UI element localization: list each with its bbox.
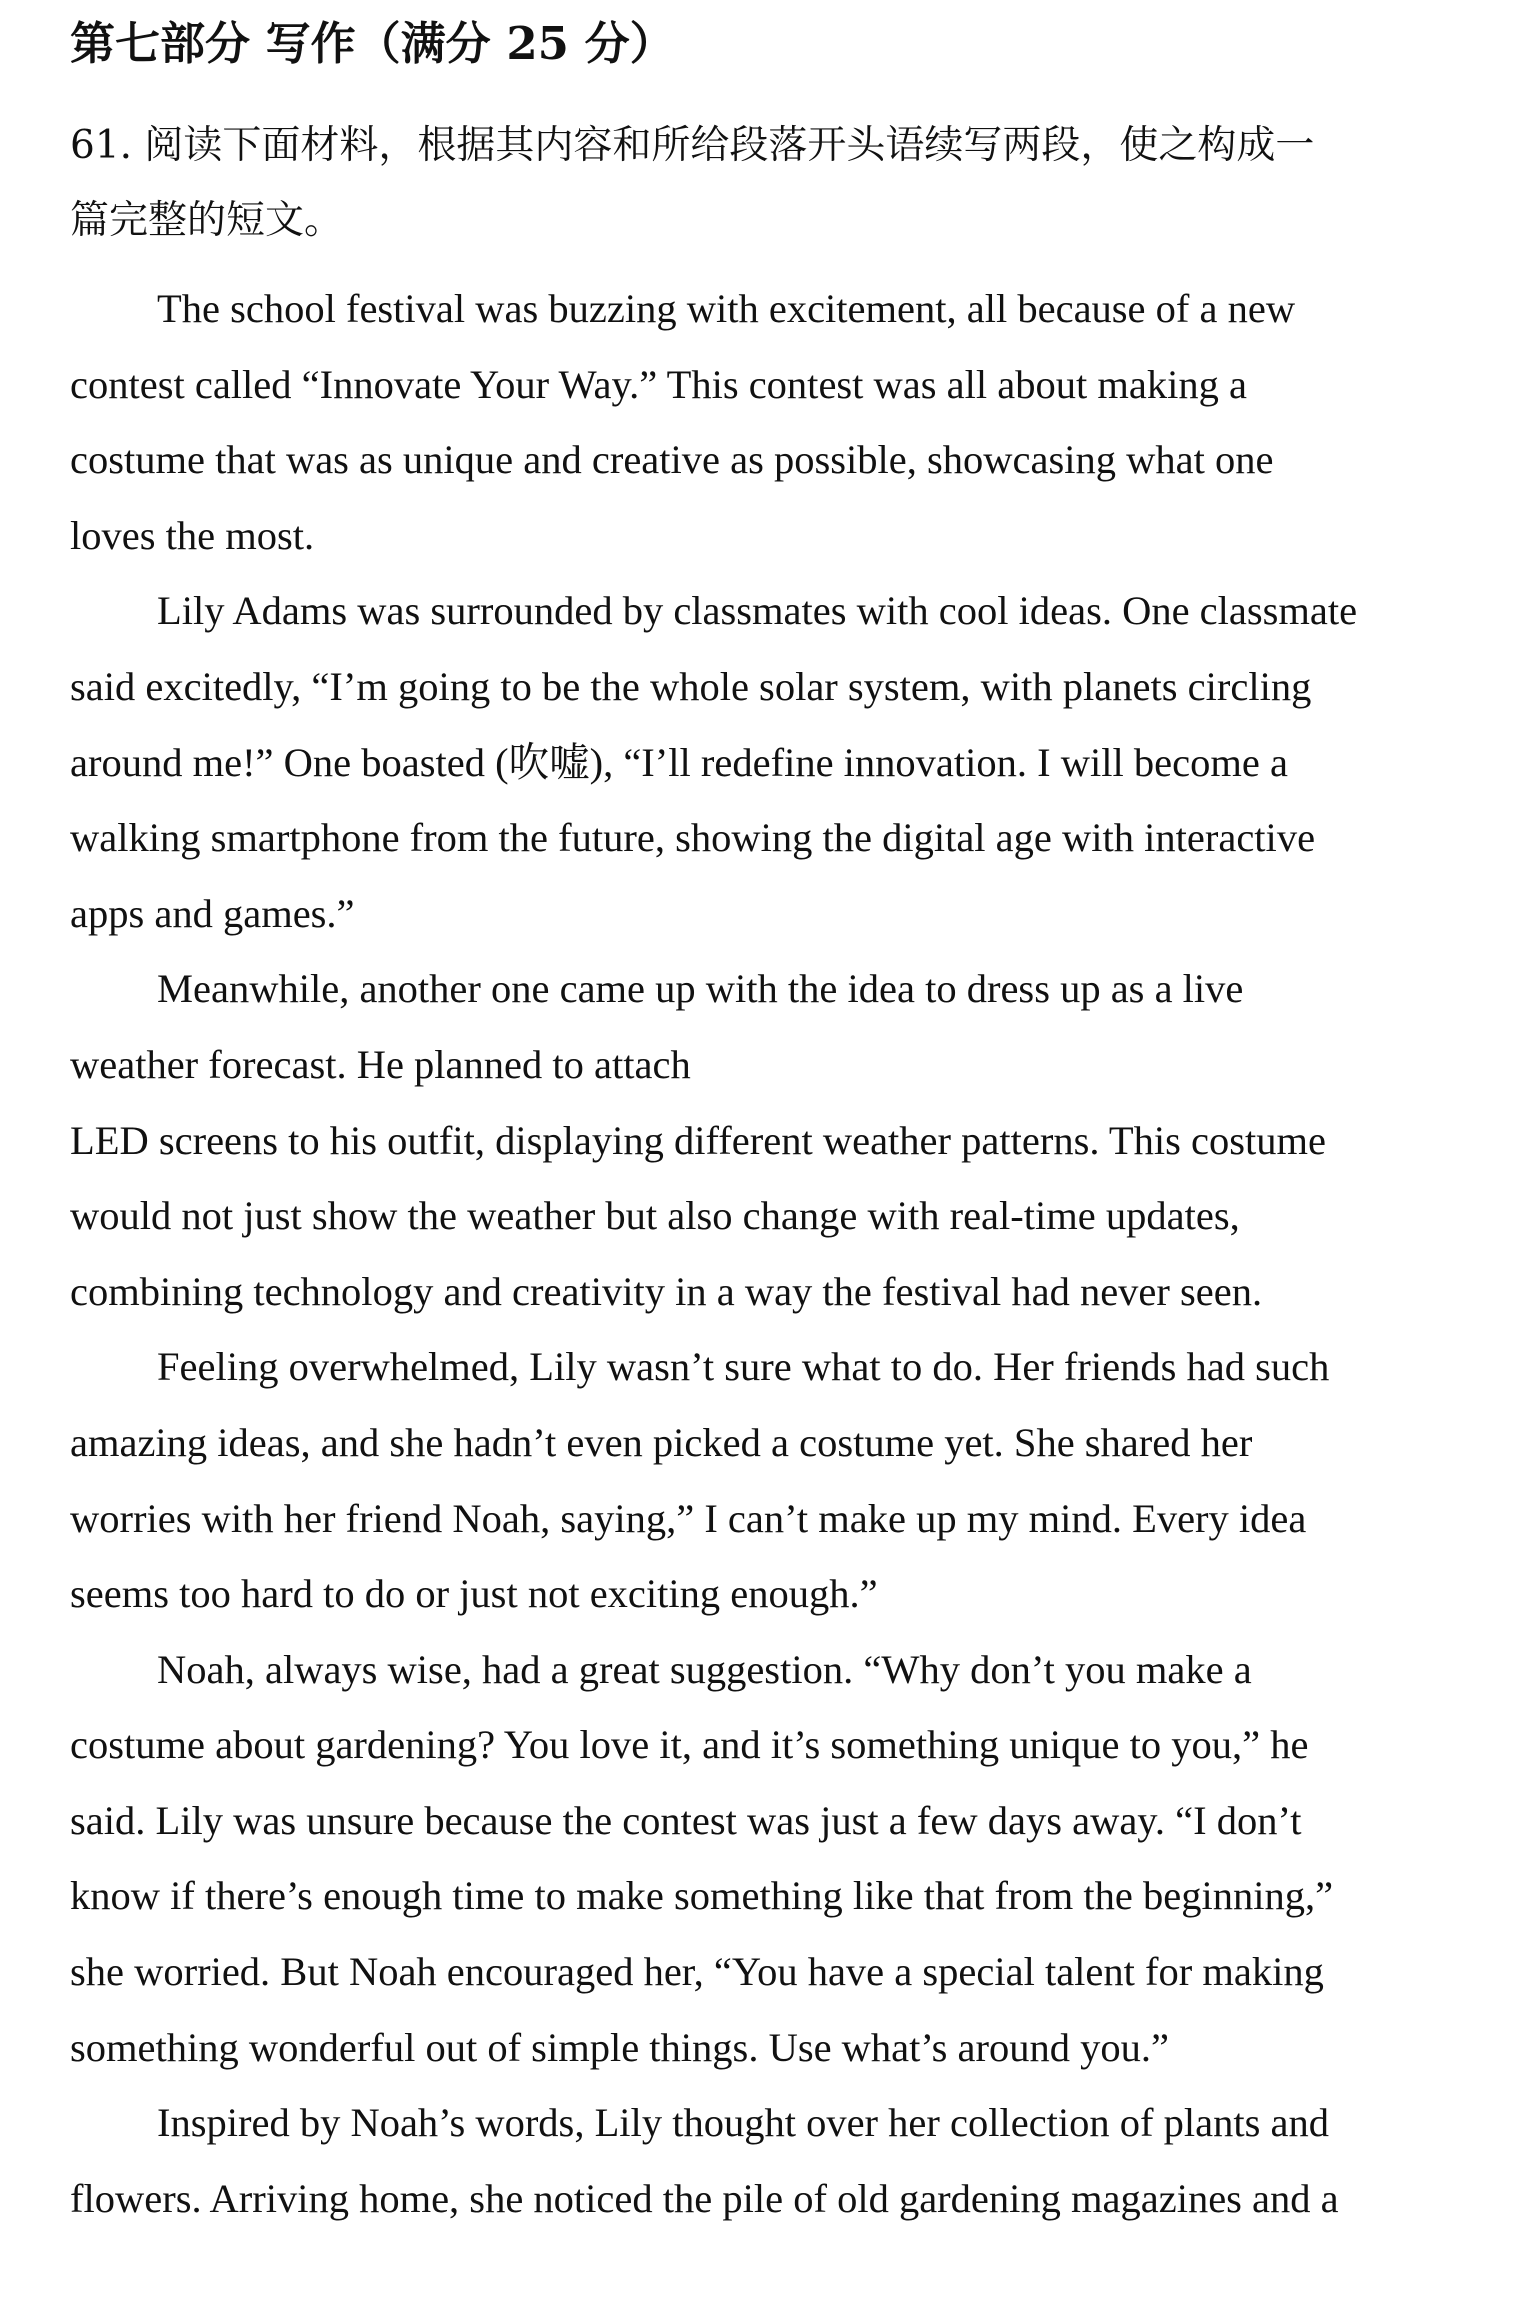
passage-line: costume that was as unique and creative as possible, showcasing what one: [70, 437, 1274, 483]
passage-line: something wonderful out of simple things. Use what’s around you.”: [70, 2024, 1169, 2070]
passage-line: combining technology and creativity in a way the festival had never seen.: [70, 1268, 1263, 1314]
passage-line: LED screens to his outfit, displaying different weather patterns. This costume: [70, 1117, 1326, 1163]
passage-line: she worried. But Noah encouraged her, “You have a special talent for making: [70, 1949, 1324, 1995]
instruction-line: 61. 阅读下面材料，根据其内容和所给段落开头语续写两段，使之构成一: [70, 123, 1315, 168]
story-passage: [70, 271, 1490, 2236]
passage-line: worries with her friend Noah, saying,” I can’t make up my mind. Every idea: [70, 1495, 1307, 1541]
section-title: 第七部分 写作（满分 25 分）: [70, 17, 675, 70]
passage-line: costume about gardening? You love it, and it’s something unique to you,” he: [70, 1722, 1309, 1768]
passage-line: would not just show the weather but also change with real-time updates,: [70, 1193, 1240, 1239]
passage-line: loves the most.: [70, 512, 315, 558]
passage-line: flowers. Arriving home, she noticed the pile of old gardening magazines and a: [70, 2175, 1339, 2221]
passage-line: apps and games.”: [70, 890, 355, 936]
passage-line: weather forecast. He planned to attach: [70, 1041, 691, 1087]
passage-line: around me!” One boasted (吹嘘), “I’ll redefine innovation. I will become a: [70, 739, 1288, 785]
passage-line: said. Lily was unsure because the contest was just a few days away. “I don’t: [70, 1797, 1302, 1843]
paragraph-first-line: Feeling overwhelmed, Lily wasn’t sure what to do. Her friends had such: [157, 1344, 1330, 1390]
passage-line: walking smartphone from the future, showing the digital age with interactive: [70, 815, 1316, 861]
passage-line: contest called “Innovate Your Way.” This contest was all about making a: [70, 361, 1247, 407]
paragraph-first-line: Noah, always wise, had a great suggestion. “Why don’t you make a: [157, 1646, 1252, 1692]
paragraph-first-line: Lily Adams was surrounded by classmates with cool ideas. One classmate: [157, 588, 1358, 634]
paragraph-first-line: The school festival was buzzing with excitement, all because of a new: [157, 286, 1296, 331]
instruction-line: 篇完整的短文。: [70, 198, 344, 243]
passage-line: know if there’s enough time to make something like that from the beginning,”: [70, 1873, 1334, 1919]
question-instruction: [70, 108, 1470, 258]
passage-line: said excitedly, “I’m going to be the whole solar system, with planets circling: [70, 663, 1312, 709]
passage-line: seems too hard to do or just not exciting enough.”: [70, 1571, 878, 1617]
paragraph-first-line: Meanwhile, another one came up with the idea to dress up as a live: [157, 966, 1244, 1012]
paragraph-first-line: Inspired by Noah’s words, Lily thought over her collection of plants and: [157, 2100, 1330, 2146]
passage-line: amazing ideas, and she hadn’t even picked a costume yet. She shared her: [70, 1419, 1253, 1465]
